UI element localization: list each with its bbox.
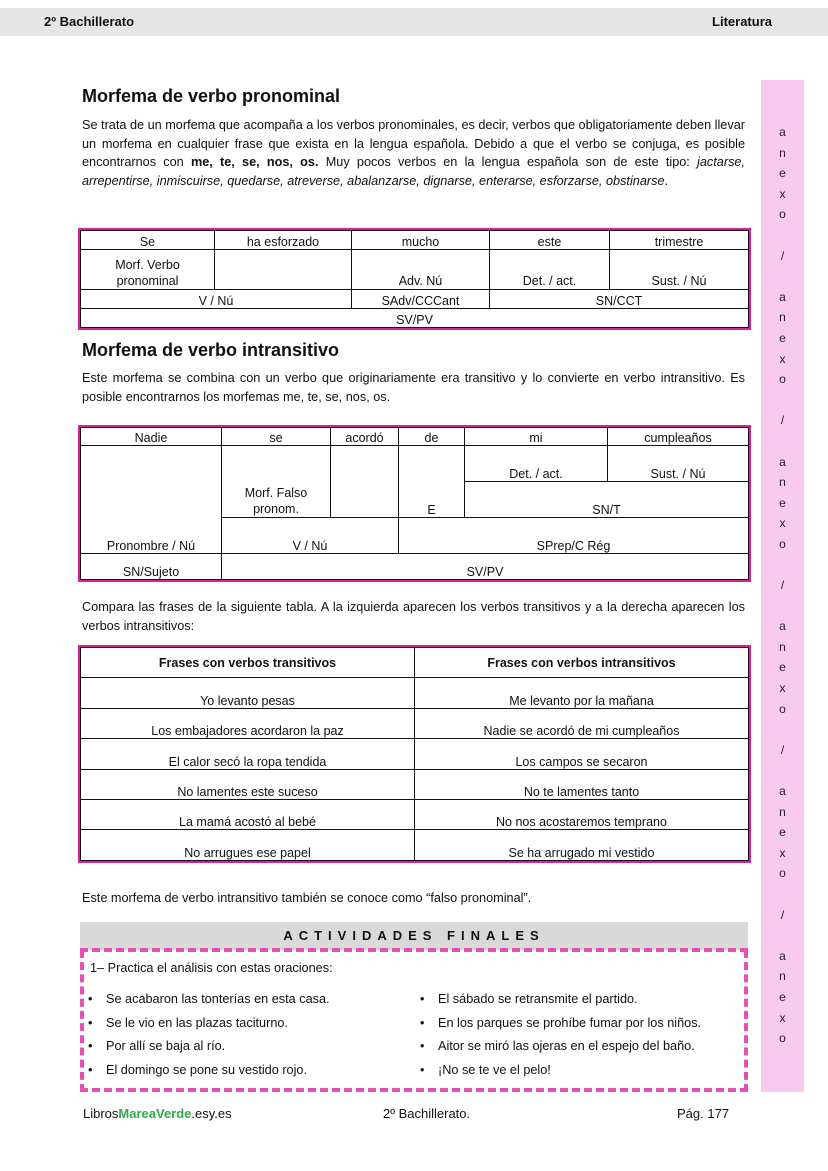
cell: SN/T — [465, 482, 749, 518]
cell: No arrugues ese papel — [81, 830, 415, 860]
cell: Los embajadores acordaron la paz — [81, 708, 415, 738]
footer-course: 2º Bachillerato. — [383, 1106, 471, 1121]
header-subject: Literatura — [712, 14, 772, 29]
section-title-pronominal: Morfema de verbo pronominal — [82, 86, 341, 106]
cell: trimestre — [610, 231, 749, 250]
cell: Yo levanto pesas — [81, 678, 415, 708]
cell: SAdv/CCCant — [352, 290, 490, 309]
cell: Me levanto por la mañana — [415, 678, 749, 708]
paragraph-intransitive: Este morfema se combina con un verbo que originariamente era transitivo y lo convierte en verbo intransitivo. Es posible encontrarnos los morfemas me, te, se, nos, os. — [82, 371, 745, 404]
cell: La mamá acostó al bebé — [81, 799, 415, 829]
cell: El calor secó la ropa tendida — [81, 739, 415, 769]
cell: Se ha arrugado mi vestido — [415, 830, 749, 860]
list-item: • Se acabaron las tonterías en esta casa. — [84, 988, 414, 1012]
cell: acordó — [331, 428, 399, 446]
dashed-border — [80, 948, 748, 952]
cell: mucho — [352, 231, 490, 250]
activities-list-right — [416, 988, 744, 1082]
table-row — [81, 708, 749, 738]
cell: cumpleaños — [608, 428, 749, 446]
cell: Morf. Falso pronom. — [222, 446, 331, 518]
activities-box — [80, 950, 748, 1092]
cell: V / Nú — [222, 518, 399, 554]
list-item: • Se le vio en las plazas taciturno. — [84, 1012, 414, 1036]
cell: este — [490, 231, 610, 250]
cell: V / Nú — [81, 290, 352, 309]
cell — [215, 250, 352, 290]
cell: Se — [81, 231, 215, 250]
list-item: • El domingo se pone su vestido rojo. — [84, 1059, 414, 1083]
cell: mi — [465, 428, 608, 446]
page-number: Pág. 177 — [677, 1106, 730, 1121]
page-header — [0, 8, 828, 36]
cell: No te lamentes tanto — [415, 769, 749, 799]
cell: No lamentes este suceso — [81, 769, 415, 799]
paragraph-compare: Compara las frases de la siguiente tabla. A la izquierda aparecen los verbos transitivos y a la derecha aparecen los verbos intransitivos: — [82, 600, 745, 633]
comparison-table — [80, 647, 749, 861]
cell: Nadie se acordó de mi cumpleaños — [415, 708, 749, 738]
cell: se — [222, 428, 331, 446]
activities-title: ACTIVIDADES FINALES — [80, 922, 748, 950]
cell: Sust. / Nú — [610, 250, 749, 290]
footer-brand[interactable]: LibrosMareaVerde.esy.es — [83, 1106, 232, 1121]
cell: SPrep/C Rég — [399, 518, 749, 554]
cell — [331, 446, 399, 518]
list-item: • El sábado se retransmite el partido. — [416, 988, 744, 1012]
table-row — [81, 739, 749, 769]
analysis-table-intransitive — [80, 427, 749, 580]
cell: Nadie — [81, 428, 222, 446]
cell: Los campos se secaron — [415, 739, 749, 769]
cell: Morf. Verbo pronominal — [81, 250, 215, 290]
section-title-intransitive: Morfema de verbo intransitivo — [82, 340, 340, 360]
table-row — [81, 799, 749, 829]
analysis-table-pronominal — [80, 230, 749, 328]
header-course: 2º Bachillerato — [44, 14, 135, 29]
cell: Det. / act. — [465, 446, 608, 482]
cell: SN/Sujeto — [81, 554, 222, 580]
cell: SN/CCT — [490, 290, 749, 309]
column-header: Frases con verbos intransitivos — [415, 648, 749, 678]
table-row — [81, 769, 749, 799]
sidebar-annex-text: a n e x o / a n e x o / a n e x o / a n e x o / a n e x o / a n e x o — [779, 125, 786, 1046]
paragraph-note: Este morfema de verbo intransitivo también se conoce como “falso pronominal”. — [82, 891, 532, 905]
list-item: • ¡No se te ve el pelo! — [416, 1059, 744, 1083]
cell: Pronombre / Nú — [81, 446, 222, 554]
cell: ha esforzado — [215, 231, 352, 250]
cell: E — [399, 446, 465, 518]
cell: No nos acostaremos temprano — [415, 799, 749, 829]
column-header: Frases con verbos transitivos — [81, 648, 415, 678]
list-item: • Aitor se miró las ojeras en el espejo del baño. — [416, 1035, 744, 1059]
cell: Sust. / Nú — [608, 446, 749, 482]
table-row — [81, 678, 749, 708]
cell: Det. / act. — [490, 250, 610, 290]
list-item: • Por allí se baja al río. — [84, 1035, 414, 1059]
paragraph-pronominal: Se trata de un morfema que acompaña a los verbos pronominales, es decir, verbos que obligatoriamente deben llevar un morfema en cualquier frase que exista en la lengua española. Debido a que el verbo se conjuga, es posible encontrarnos con me, te, se, nos, os. Muy pocos verbos en la lengua española son de este tipo: jactarse, arrepentirse, inmiscuirse, quedarse, atreverse, abalanzarse, dignarse, enterarse, esforzarse, obstinarse. — [82, 118, 745, 188]
list-item: • En los parques se prohíbe fumar por los niños. — [416, 1012, 744, 1036]
cell: SV/PV — [222, 554, 749, 580]
activities-list-left — [84, 988, 414, 1082]
table-row — [81, 830, 749, 860]
sidebar-annex-strip — [761, 80, 804, 1092]
cell: Adv. Nú — [352, 250, 490, 290]
cell: SV/PV — [81, 309, 749, 328]
cell: de — [399, 428, 465, 446]
activities-intro: 1– Practica el análisis con estas oraciones: — [90, 961, 333, 975]
